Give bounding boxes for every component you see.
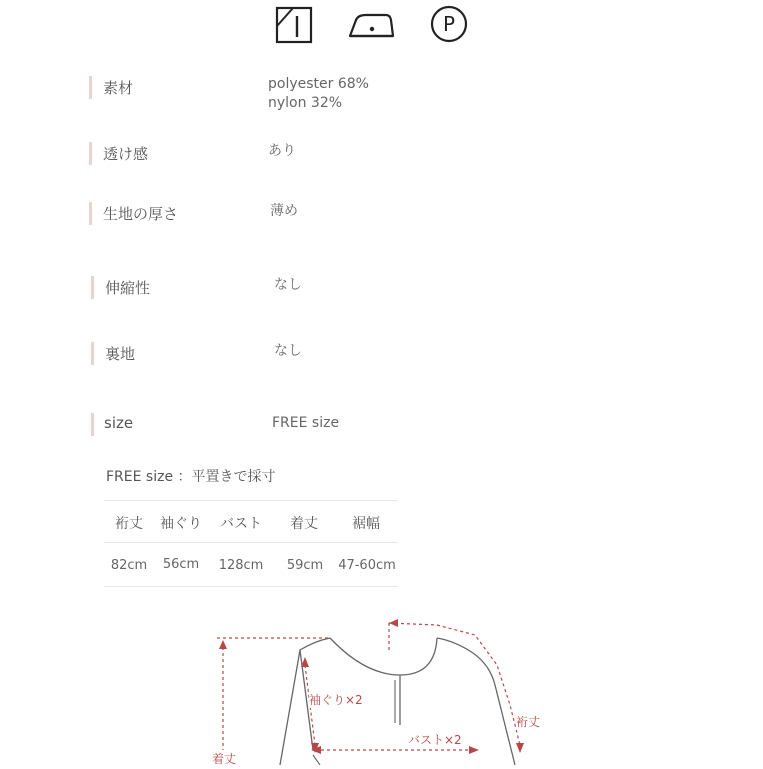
table-cell: 59cm [286, 558, 324, 573]
table-header: 裾幅 [352, 516, 380, 532]
table-cell: 56cm [162, 557, 200, 572]
spec-value: なし [274, 277, 302, 293]
table-header: 裄丈 [115, 516, 143, 532]
spec-label: 裏地 [105, 345, 136, 363]
spec-value: 薄め [270, 203, 298, 219]
table-header: バスト [220, 516, 262, 532]
row-accent-bar [91, 342, 94, 365]
dry-flat-icon [275, 4, 313, 48]
dry-clean-letter: P [442, 12, 456, 36]
spec-value: polyester 68% [268, 76, 369, 92]
row-accent-bar [89, 76, 92, 99]
sleeve-label: 袖ぐり×2 [309, 693, 363, 707]
bust-label: バスト×2 [408, 733, 462, 747]
spec-label: 素材 [103, 79, 134, 97]
spec-label: 伸縮性 [105, 279, 151, 297]
spec-value: nylon 32% [268, 95, 343, 111]
table-cell: 82cm [110, 558, 148, 573]
dry-clean-p-icon [428, 4, 470, 48]
iron-low-icon [346, 4, 396, 48]
row-accent-bar [89, 142, 92, 165]
care-symbols [270, 4, 480, 48]
table-cell: 128cm [218, 558, 264, 573]
table-header: 着丈 [290, 516, 318, 532]
length-label: 着丈 [212, 752, 237, 766]
spec-label: 透け感 [103, 145, 149, 163]
garment-outline [205, 605, 555, 765]
size-note: FREE size ：平置きで採寸 [106, 469, 276, 485]
spec-label: size [104, 414, 134, 432]
yuki-label: 裄丈 [516, 715, 541, 729]
row-accent-bar [91, 276, 94, 299]
garment-diagram [205, 605, 555, 765]
row-accent-bar [91, 413, 94, 436]
spec-value: FREE size [272, 415, 340, 431]
spec-label: 生地の厚さ [103, 205, 179, 223]
table-cell: 47-60cm [338, 558, 396, 573]
table-header: 袖ぐり [160, 516, 202, 532]
table-divider [104, 500, 398, 501]
spec-value: なし [274, 343, 302, 359]
table-divider [104, 542, 398, 543]
table-divider [104, 586, 398, 587]
spec-value: あり [268, 143, 296, 159]
row-accent-bar [89, 202, 92, 225]
